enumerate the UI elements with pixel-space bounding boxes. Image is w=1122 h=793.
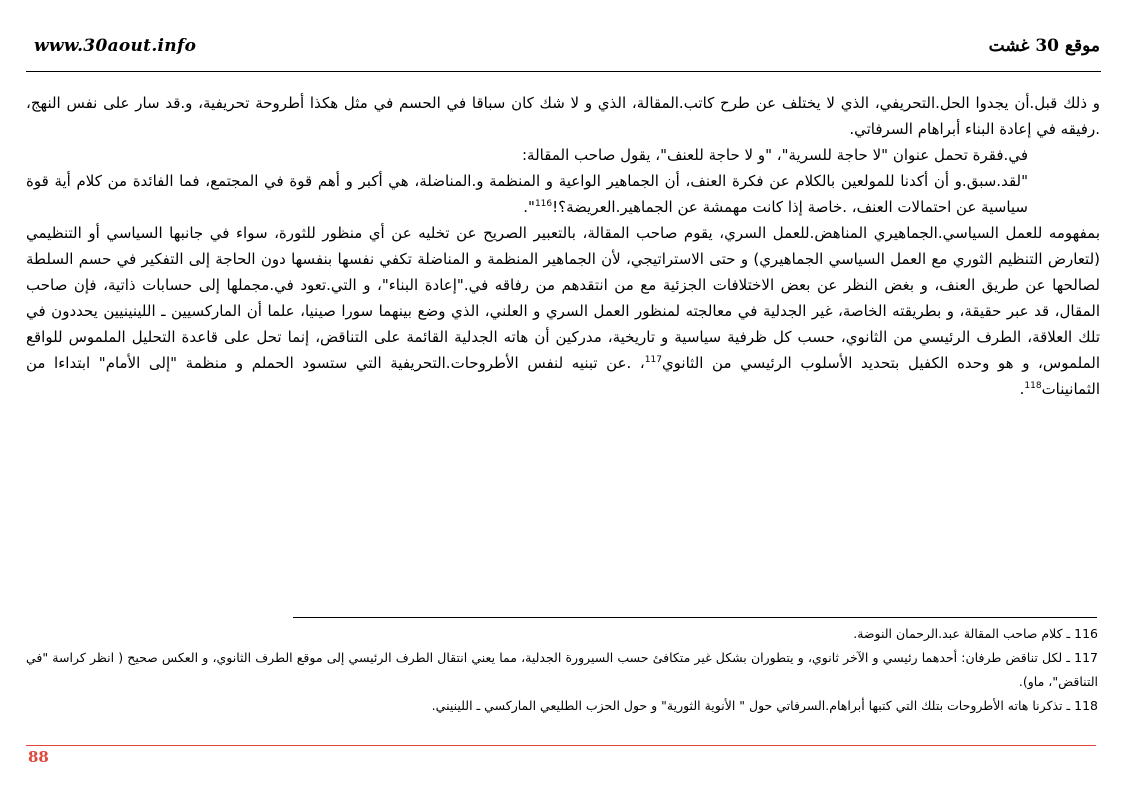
footnote-118: 118 ـ تذكرنا هاته الأطروحات بتلك التي كتبها أبراهام.السرفاتي حول " الأنوية الثورية" و حول الحزب الطليعي الماركسي ـ اللينيني. [431,698,1098,713]
quote-paragraph: "لقد.سبق.و أن أكدنا للمولعين بالكلام عن فكرة العنف، أن الجماهير الواعية و المنظمة و.المناضلة، هي أكبر و أهم قوة في المجتمع، فما الفائدة من كلام أية قوة سياسية عن احتمالات العنف، .خاصة إذا كانت مهمشة عن الجماهير.العريضة؟!$^{116}$". [26,172,1028,216]
page-header [28,34,1100,64]
footnote-116: 116 ـ كلام صاحب المقالة عبد.الرحمان النوضة. [853,626,1098,641]
header-rule [26,71,1101,72]
footnote-ref-118[interactable]: 118 [1024,381,1042,391]
footnote-separator [293,617,1097,618]
main-text [26,90,1100,402]
paragraph-4: بمفهومه للعمل السياسي.الجماهيري المناهض.للعمل السري، يقوم صاحب المقالة، بالتعبير الصريح عن تخليه عن أي منظور للثورة، سواء في جانبها السياسي أو التنظيمي (لتعارض التنظيم الثوري مع العمل السياسي الجماهيري) و حتى الاستراتيجي، لأن الجماهير المنظمة و المناضلة تكفي نفسها بنفسها دون الحاجة إلى التفكير في حسم السلطة لصالحها عن طريق العنف، و بغض النظر عن بعض الاختلافات الجزئية مع من انتقدهم من رفاقه في."إعادة البناء"، و التي.تعود في.مجملها إلى حسابات ذاتية، فإن صاحب المقال، قد عبر حقيقة، و بطريقته الخاصة، غير الجدلية في معالجته لمنظور العمل السري و العلني، الذي وضع بينهما سورا صينيا، علما أن الماركسيين ـ اللينينيين يحددون في تلك العلاقة، الطرف الرئيسي من الثانوي، حسب كل ظرفية سياسية و تاريخية، مدركين أن هاته الجدلية القائمة على التناقض، إنما تحل على قاعدة التحليل الملموس للواقع الملموس، و هو وحده الكفيل بتحديد الأسلوب الرئيسي من الثانوي$^{117}$، .عن تبنيه لنفس الأطروحات.التحريفية التي ستسود الحملم و منظمة "إلى الأمام" ابتداءا من الثمانينات$^{118}$. [26,224,1100,398]
footnote-ref-117[interactable]: 117 [644,355,662,365]
page-number: 88 [28,748,49,766]
site-name: موقع 30 غشت [988,36,1100,56]
footnote-ref-116[interactable]: 116 [534,199,553,209]
paragraph-2: في.فقرة تحمل عنوان "لا حاجة للسرية"، "و لا حاجة للعنف"، يقول صاحب المقالة: [522,146,1028,164]
site-url: www.30aout.info [34,36,197,56]
footnotes [26,622,1098,718]
paragraph-1: و ذلك قبل.أن يجدوا الحل.التحريفي، الذي لا يختلف عن طرح كاتب.المقالة، الذي و لا شك كان سباقا في الحسم في مثل هكذا أطروحة تحريفية، و.قد سار على نفس النهج، .رفيقه في إعادة البناء أبراهام السرفاتي. [26,94,1100,138]
footer-rule [26,745,1096,746]
footnote-117: 117 ـ لكل تناقض طرفان: أحدهما رئيسي و الآخر ثانوي، و يتطوران بشكل غير متكافئ حسب السيرورة الجدلية، مما يعني انتقال الطرف الرئيسي إلى موقع الطرف الثانوي، و العكس صحيح ( انظر كراسة "في التناقض"، ماو). [26,650,1098,689]
